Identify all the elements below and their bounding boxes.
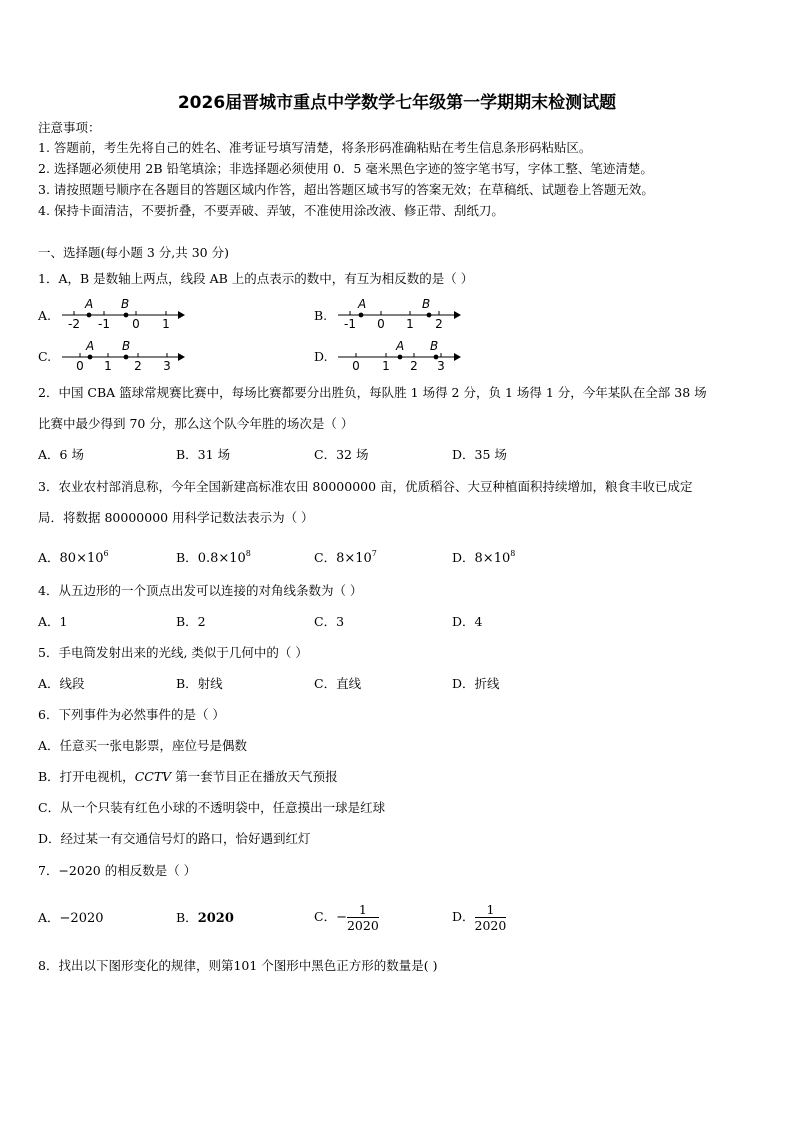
option-text-italic: CCTV <box>134 769 172 784</box>
q3-option-c <box>314 546 377 567</box>
q4-option-d: D．4 <box>452 614 483 629</box>
point-a-label: A <box>85 297 94 311</box>
q6-option-d: D．经过某一有交通信号灯的路口，恰好遇到红灯 <box>38 831 311 846</box>
q2-stem-line-1: 2．中国 CBA 篮球常规赛比赛中，每场比赛都要分出胜负，每队胜 1 场得 2 分，负 1 场得 1 分，今年某队在全部 38 场 <box>38 385 707 400</box>
exponent: 6 <box>103 549 109 558</box>
exponent: 8 <box>245 549 251 558</box>
q4-option-a: A．1 <box>38 614 68 629</box>
q1-option-b-label: B. <box>314 308 328 323</box>
tick-label: 2 <box>134 359 142 372</box>
q3-stem-line-2: 局．将数据 80000000 用科学记数法表示为（ ） <box>38 510 314 525</box>
q1-number-line-b <box>334 294 464 330</box>
point-b-label: B <box>122 339 131 353</box>
tick-label: 2 <box>410 359 418 372</box>
q1-number-line-c <box>58 336 188 372</box>
option-label: D． <box>452 550 475 565</box>
option-value: −2020 <box>59 911 104 926</box>
option-label: A． <box>38 910 60 925</box>
q7-option-b <box>176 910 234 927</box>
point-a-label: A <box>396 339 405 353</box>
q1-option-a-label: A. <box>38 308 52 323</box>
option-label: C． <box>314 909 337 924</box>
tick-label: 3 <box>163 359 171 372</box>
numerator: 1 <box>347 902 379 918</box>
q6-option-a: A．任意买一张电影票，座位号是偶数 <box>38 738 248 753</box>
q5-option-a: A．线段 <box>38 676 85 691</box>
q1-number-line-d <box>334 336 464 372</box>
option-value: 0.8×10 <box>197 551 246 566</box>
notice-item-3: 3. 请按照题号顺序在各题目的答题区域内作答，超出答题区域书写的答案无效；在草稿纸、试题卷上答题无效。 <box>38 182 654 197</box>
q4-stem: 4．从五边形的一个顶点出发可以连接的对角线条数为（ ） <box>38 583 363 598</box>
denominator: 2020 <box>346 918 379 933</box>
q6-option-b <box>38 769 338 785</box>
q1-option-c-label: C. <box>38 349 52 364</box>
numerator: 1 <box>475 902 507 918</box>
exponent: 8 <box>510 549 516 558</box>
q6-stem: 6．下列事件为必然事件的是（ ） <box>38 707 225 722</box>
option-text: B．打开电视机， <box>38 769 135 784</box>
section-heading: 一、选择题(每小题 3 分,共 30 分) <box>38 245 229 260</box>
option-value: 80×10 <box>59 551 104 566</box>
tick-label: 1 <box>104 359 112 372</box>
option-label: A． <box>38 550 60 565</box>
q7-option-a <box>38 910 104 927</box>
notice-item-2: 2. 选择题必须使用 2B 铅笔填涂；非选择题必须使用 0．5 毫米黑色字迹的签字笔书写，字体工整、笔迹清楚。 <box>38 161 653 176</box>
point-b-label: B <box>422 297 431 311</box>
option-label: B． <box>176 910 198 925</box>
tick-label: -1 <box>98 317 110 330</box>
q3-option-d <box>452 546 515 567</box>
tick-label: 1 <box>406 317 414 330</box>
fraction <box>475 902 507 933</box>
notice-item-1: 1. 答题前，考生先将自己的姓名、准考证号填写清楚，将条形码准确粘贴在考生信息条形码粘贴区。 <box>38 140 592 155</box>
denominator: 2020 <box>474 918 507 933</box>
q3-option-b <box>176 546 251 567</box>
q2-stem-line-2: 比赛中最少得到 70 分，那么这个队今年胜的场次是（ ） <box>38 416 354 431</box>
tick-label: 0 <box>352 359 360 372</box>
point-b-label: B <box>121 297 130 311</box>
tick-label: 1 <box>162 317 170 330</box>
q2-option-c: C．32 场 <box>314 447 369 462</box>
q1-stem: 1．A，B 是数轴上两点，线段 AB 上的点表示的数中，有互为相反数的是（ ） <box>38 271 474 286</box>
tick-label: -2 <box>68 317 80 330</box>
option-label: D． <box>452 909 475 924</box>
q2-option-d: D．35 场 <box>452 447 507 462</box>
tick-label: 0 <box>76 359 84 372</box>
option-text: 第一套节目正在播放天气预报 <box>171 769 338 784</box>
q7-option-d <box>452 898 506 936</box>
q7-option-c <box>314 898 379 937</box>
point-a-label: A <box>358 297 367 311</box>
tick-label: -1 <box>344 317 356 330</box>
q6-option-c: C．从一个只装有红色小球的不透明袋中，任意摸出一球是红球 <box>38 800 386 815</box>
point-b-label: B <box>430 339 439 353</box>
point-a-label: A <box>86 339 95 353</box>
q2-option-a: A．6 场 <box>38 447 84 462</box>
option-value: 8×10 <box>336 551 372 566</box>
q4-option-c: C．3 <box>314 614 345 629</box>
tick-label: 0 <box>377 317 385 330</box>
exponent: 7 <box>371 549 377 558</box>
q5-option-b: B．射线 <box>176 676 223 691</box>
option-value: 2020 <box>197 911 234 926</box>
tick-label: 1 <box>382 359 390 372</box>
option-label: C． <box>314 550 337 565</box>
q3-option-a <box>38 546 109 567</box>
tick-label: 0 <box>132 317 140 330</box>
option-sign: − <box>336 910 347 925</box>
tick-label: 2 <box>435 317 443 330</box>
option-value: 8×10 <box>474 551 511 566</box>
q5-option-d: D．折线 <box>452 676 500 691</box>
option-label: B． <box>176 550 198 565</box>
q4-option-b: B．2 <box>176 614 206 629</box>
fraction <box>347 902 379 933</box>
page-title: 2026届晋城市重点中学数学七年级第一学期期末检测试题 <box>177 93 617 113</box>
q1-option-d-label: D. <box>314 349 328 364</box>
q7-stem: 7．−2020 的相反数是（ ） <box>38 863 197 878</box>
notice-heading: 注意事项： <box>38 120 101 135</box>
q1-number-line-a <box>58 294 188 330</box>
q5-option-c: C．直线 <box>314 676 362 691</box>
q8-stem: 8．找出以下图形变化的规律，则第101 个图形中黑色正方形的数量是( ) <box>38 958 438 973</box>
notice-item-4: 4. 保持卡面清洁，不要折叠，不要弄破、弄皱，不准使用涂改液、修正带、刮纸刀。 <box>38 203 504 218</box>
q5-stem: 5．手电筒发射出来的光线, 类似于几何中的（ ） <box>38 645 308 660</box>
q3-stem-line-1: 3．农业农村部消息称，今年全国新建高标准农田 80000000 亩，优质稻谷、大豆种植面积持续增加，粮食丰收已成定 <box>38 479 693 494</box>
q2-option-b: B．31 场 <box>176 447 231 462</box>
tick-label: 3 <box>437 359 445 372</box>
